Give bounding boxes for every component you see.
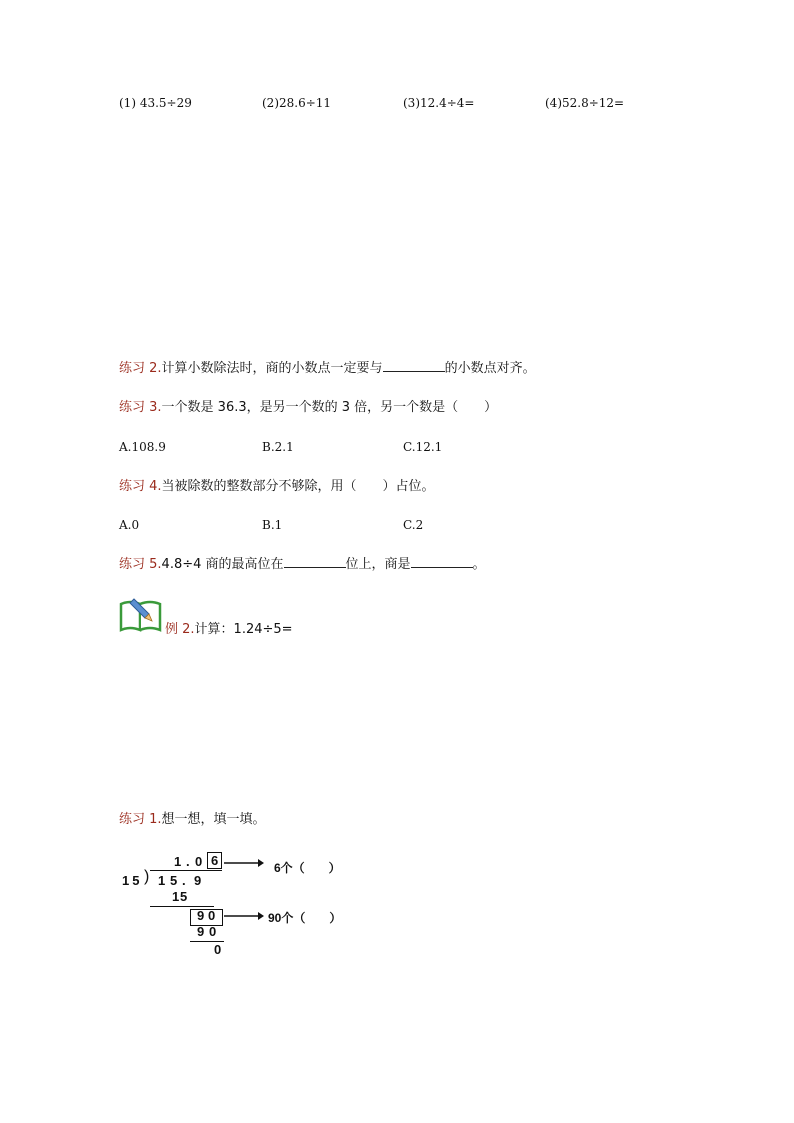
option-a: A.0 (119, 518, 140, 532)
annotation-90: 90个（ ） (268, 911, 342, 925)
answer-blank (284, 555, 346, 568)
calculation-1: (1) 43.5÷29 (119, 96, 192, 110)
exercise-tag: 练习 2. (119, 361, 162, 376)
remainder-digit: 0 (208, 908, 216, 923)
dividend-digit: 1 (158, 873, 166, 888)
answer-blank (411, 555, 473, 568)
exercise-text-end: 的小数点对齐。 (444, 361, 536, 376)
exercise-2 (119, 359, 536, 378)
example-text: 计算：1.24÷5= (194, 622, 293, 637)
option-a: A.108.9 (119, 440, 166, 454)
option-b: B.1 (262, 518, 283, 532)
exercise-tag: 练习 5. (119, 557, 162, 572)
dividend-digit: 5 (170, 873, 178, 888)
exercise-tag: 练习 4. (119, 479, 162, 494)
exercise-5 (119, 555, 486, 574)
quotient-digit: 1 (174, 854, 182, 869)
division-bracket: ) (144, 868, 150, 885)
quotient-digit: 0 (195, 854, 203, 869)
practice-1 (119, 811, 266, 829)
subtract-digit: 1 (172, 889, 180, 904)
final-remainder: 0 (214, 942, 222, 957)
subtraction-line (150, 906, 214, 907)
division-bar (150, 870, 222, 871)
exercise-text: 一个数是 36.3，是另一个数的 3 倍，另一个数是（ ） (161, 400, 498, 415)
exercise-text-end: 。 (472, 557, 486, 572)
arrow-icon (224, 858, 264, 868)
option-c: C.12.1 (403, 440, 443, 454)
remainder-digit: 9 (197, 908, 205, 923)
answer-blank (383, 359, 445, 372)
calculation-3: (3)12.4÷4= (403, 96, 475, 110)
quotient-point: . (186, 854, 190, 869)
dividend-digit: 9 (194, 873, 202, 888)
exercise-text-middle: 位上，商是 (345, 557, 411, 572)
arrow-icon (224, 911, 264, 921)
option-c: C.2 (403, 518, 424, 532)
exercise-text: 4.8÷4 商的最高位在 (161, 557, 284, 572)
practice-tag: 练习 1. (119, 812, 162, 827)
exercise-text: 当被除数的整数部分不够除，用（ ）占位。 (161, 479, 435, 494)
boxed-quotient-digit: 6 (207, 852, 222, 869)
divisor: 15 (122, 873, 143, 888)
example-tag: 例 2. (165, 622, 195, 637)
subtract-digit: 9 (197, 924, 205, 939)
notebook-pencil-icon (118, 595, 166, 635)
exercise-3 (119, 399, 497, 417)
dividend-point: . (182, 873, 186, 888)
annotation-6: 6个（ ） (274, 861, 341, 875)
remainder-box (190, 909, 223, 926)
practice-text: 想一想，填一填。 (161, 812, 266, 827)
exercise-4 (119, 478, 435, 496)
exercise-text: 计算小数除法时，商的小数点一定要与 (161, 361, 383, 376)
subtract-digit: 0 (209, 924, 217, 939)
long-division-figure (110, 850, 390, 965)
subtract-digit: 5 (180, 889, 188, 904)
option-b: B.2.1 (262, 440, 294, 454)
example-2 (165, 621, 293, 639)
exercise-tag: 练习 3. (119, 400, 162, 415)
calculation-4: (4)52.8÷12= (545, 96, 625, 110)
calculation-2: (2)28.6÷11 (262, 96, 332, 110)
